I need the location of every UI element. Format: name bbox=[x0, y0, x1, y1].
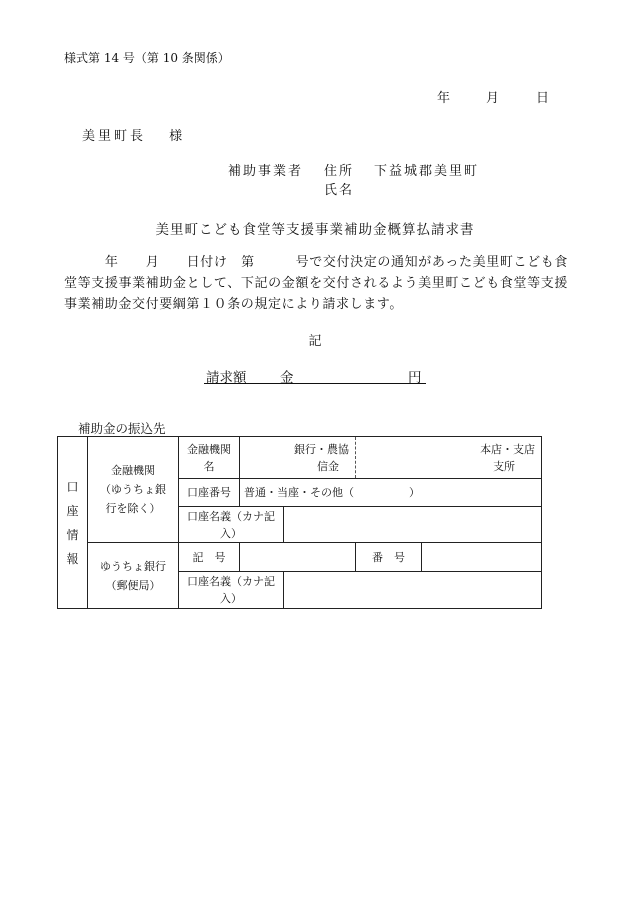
date-month: 月 bbox=[486, 91, 500, 106]
amount-underline bbox=[204, 383, 426, 384]
form-number: 様式第 14 号（第 10 条関係） bbox=[64, 51, 230, 65]
symbol-label: 記 号 bbox=[179, 543, 240, 572]
applicant-label: 補助事業者 bbox=[228, 164, 304, 179]
transfer-title: 補助金の振込先 bbox=[78, 421, 166, 436]
document-title: 美里町こども食堂等支援事業補助金概算払請求書 bbox=[155, 222, 475, 238]
amount-label: 請求額 bbox=[206, 370, 247, 386]
name-label: 氏名 bbox=[324, 183, 355, 198]
request-body: 年 月 日付け 第 号で交付決定の通知があった美里町こども食堂等支援事業補助金として、下記の金額を交付されるよう美里町こども食堂等支援事業補助金交付要綱第１０条の規定により請求します。 bbox=[64, 255, 568, 312]
number-field[interactable] bbox=[422, 543, 542, 572]
address-label: 住所 bbox=[324, 164, 355, 179]
yucho-holder-field[interactable] bbox=[284, 572, 542, 609]
address-value: 下益城郡美里町 bbox=[374, 164, 480, 179]
bank-name-label: 金融機関 名 bbox=[179, 437, 240, 479]
account-holder-label: 口座名義（カナ記 入） bbox=[179, 507, 284, 543]
date-day: 日 bbox=[536, 91, 550, 106]
bank-name-field[interactable]: 銀行・農協 信金 bbox=[240, 437, 356, 479]
account-type-field[interactable]: 普通・当座・その他（ ） bbox=[240, 479, 542, 507]
yucho-group-label: ゆうちょ銀行 （郵便局） bbox=[88, 543, 179, 609]
account-info-table bbox=[57, 436, 542, 609]
amount-unit: 円 bbox=[408, 370, 422, 386]
account-holder-field[interactable] bbox=[284, 507, 542, 543]
number-label: 番 号 bbox=[356, 543, 422, 572]
symbol-field[interactable] bbox=[240, 543, 356, 572]
account-number-label: 口座番号 bbox=[179, 479, 240, 507]
date-year: 年 bbox=[437, 91, 451, 106]
branch-name-field[interactable]: 本店・支店 支所 bbox=[356, 437, 542, 479]
addressee: 美里町長 様 bbox=[82, 129, 186, 144]
yucho-holder-label: 口座名義（カナ記 入） bbox=[179, 572, 284, 609]
ki-heading: 記 bbox=[308, 334, 322, 349]
bank-group-label: 金融機関 （ゆうちょ銀 行を除く） bbox=[88, 437, 179, 543]
account-info-side-header: 口 座 情 報 bbox=[58, 437, 88, 609]
amount-prefix: 金 bbox=[280, 370, 294, 386]
